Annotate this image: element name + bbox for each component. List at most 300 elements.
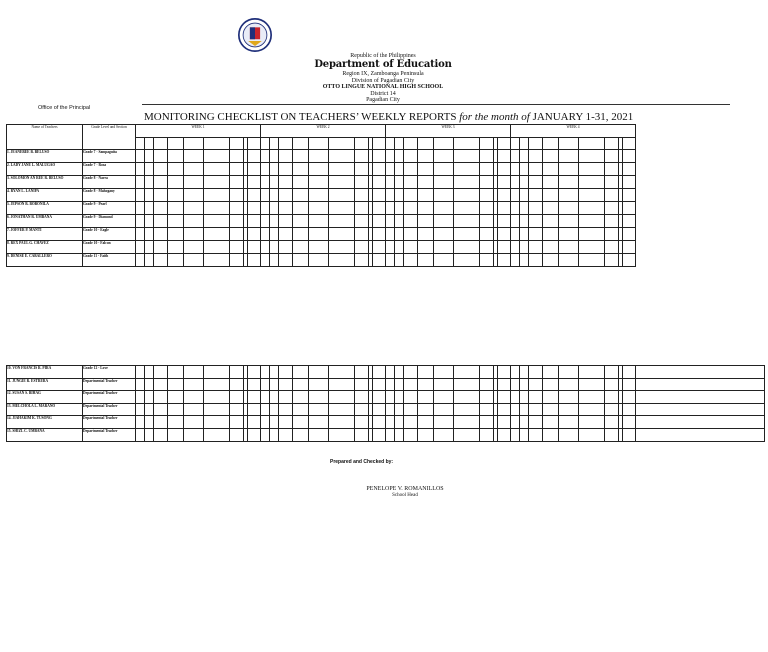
checklist-cell[interactable] bbox=[230, 176, 244, 189]
checklist-cell[interactable] bbox=[623, 189, 636, 202]
checklist-cell[interactable] bbox=[454, 241, 480, 254]
checklist-cell[interactable] bbox=[395, 391, 404, 404]
checklist-cell[interactable] bbox=[329, 189, 355, 202]
checklist-cell[interactable] bbox=[145, 241, 154, 254]
checklist-cell[interactable] bbox=[511, 391, 520, 404]
checklist-cell[interactable] bbox=[418, 378, 434, 391]
checklist-cell[interactable] bbox=[154, 254, 168, 267]
checklist-cell[interactable] bbox=[434, 150, 454, 163]
checklist-cell[interactable] bbox=[434, 176, 454, 189]
checklist-cell[interactable] bbox=[529, 403, 543, 416]
checklist-cell[interactable] bbox=[373, 416, 386, 429]
checklist-cell[interactable] bbox=[579, 254, 605, 267]
checklist-cell[interactable] bbox=[329, 403, 355, 416]
checklist-cell[interactable] bbox=[136, 403, 145, 416]
checklist-cell[interactable] bbox=[434, 189, 454, 202]
checklist-cell[interactable] bbox=[261, 428, 270, 441]
checklist-cell[interactable] bbox=[511, 254, 520, 267]
checklist-cell[interactable] bbox=[355, 163, 369, 176]
checklist-cell[interactable] bbox=[154, 416, 168, 429]
checklist-cell[interactable] bbox=[373, 241, 386, 254]
checklist-cell[interactable] bbox=[543, 228, 559, 241]
checklist-cell[interactable] bbox=[270, 241, 279, 254]
checklist-cell[interactable] bbox=[480, 378, 494, 391]
checklist-cell[interactable] bbox=[543, 416, 559, 429]
checklist-cell[interactable] bbox=[168, 428, 184, 441]
checklist-cell[interactable] bbox=[480, 241, 494, 254]
checklist-cell[interactable] bbox=[355, 215, 369, 228]
checklist-cell[interactable] bbox=[623, 150, 636, 163]
checklist-cell[interactable] bbox=[529, 202, 543, 215]
checklist-cell[interactable] bbox=[168, 403, 184, 416]
checklist-cell[interactable] bbox=[498, 176, 511, 189]
checklist-cell[interactable] bbox=[454, 366, 480, 379]
checklist-cell[interactable] bbox=[579, 150, 605, 163]
checklist-cell[interactable] bbox=[279, 176, 293, 189]
checklist-cell[interactable] bbox=[204, 202, 230, 215]
checklist-cell[interactable] bbox=[579, 189, 605, 202]
checklist-cell[interactable] bbox=[145, 428, 154, 441]
checklist-cell[interactable] bbox=[270, 189, 279, 202]
checklist-cell[interactable] bbox=[373, 150, 386, 163]
checklist-cell[interactable] bbox=[386, 403, 395, 416]
checklist-cell[interactable] bbox=[261, 241, 270, 254]
checklist-cell[interactable] bbox=[434, 241, 454, 254]
checklist-cell[interactable] bbox=[145, 378, 154, 391]
checklist-cell[interactable] bbox=[511, 215, 520, 228]
checklist-cell[interactable] bbox=[293, 176, 309, 189]
checklist-cell[interactable] bbox=[136, 391, 145, 404]
checklist-cell[interactable] bbox=[355, 189, 369, 202]
checklist-cell[interactable] bbox=[230, 189, 244, 202]
checklist-cell[interactable] bbox=[579, 428, 605, 441]
checklist-cell[interactable] bbox=[559, 254, 579, 267]
checklist-cell[interactable] bbox=[434, 215, 454, 228]
checklist-cell[interactable] bbox=[454, 254, 480, 267]
checklist-cell[interactable] bbox=[136, 416, 145, 429]
checklist-cell[interactable] bbox=[270, 391, 279, 404]
checklist-cell[interactable] bbox=[154, 241, 168, 254]
checklist-cell[interactable] bbox=[454, 428, 480, 441]
checklist-cell[interactable] bbox=[434, 428, 454, 441]
checklist-cell[interactable] bbox=[168, 416, 184, 429]
checklist-cell[interactable] bbox=[373, 428, 386, 441]
checklist-cell[interactable] bbox=[520, 150, 529, 163]
checklist-cell[interactable] bbox=[559, 202, 579, 215]
checklist-cell[interactable] bbox=[386, 378, 395, 391]
checklist-cell[interactable] bbox=[309, 428, 329, 441]
checklist-cell[interactable] bbox=[373, 176, 386, 189]
checklist-cell[interactable] bbox=[605, 254, 619, 267]
checklist-cell[interactable] bbox=[279, 403, 293, 416]
checklist-cell[interactable] bbox=[386, 202, 395, 215]
checklist-cell[interactable] bbox=[230, 150, 244, 163]
checklist-cell[interactable] bbox=[605, 241, 619, 254]
checklist-cell[interactable] bbox=[605, 428, 619, 441]
checklist-cell[interactable] bbox=[261, 254, 270, 267]
checklist-cell[interactable] bbox=[418, 416, 434, 429]
checklist-cell[interactable] bbox=[168, 202, 184, 215]
checklist-cell[interactable] bbox=[154, 163, 168, 176]
checklist-cell[interactable] bbox=[145, 228, 154, 241]
checklist-cell[interactable] bbox=[404, 366, 418, 379]
checklist-cell[interactable] bbox=[520, 241, 529, 254]
checklist-cell[interactable] bbox=[204, 416, 230, 429]
checklist-cell[interactable] bbox=[480, 189, 494, 202]
checklist-cell[interactable] bbox=[204, 215, 230, 228]
checklist-cell[interactable] bbox=[395, 189, 404, 202]
checklist-cell[interactable] bbox=[293, 150, 309, 163]
checklist-cell[interactable] bbox=[136, 176, 145, 189]
checklist-cell[interactable] bbox=[559, 176, 579, 189]
checklist-cell[interactable] bbox=[309, 416, 329, 429]
checklist-cell[interactable] bbox=[404, 254, 418, 267]
checklist-cell[interactable] bbox=[154, 391, 168, 404]
checklist-cell[interactable] bbox=[136, 215, 145, 228]
checklist-cell[interactable] bbox=[395, 163, 404, 176]
checklist-cell[interactable] bbox=[543, 150, 559, 163]
checklist-cell[interactable] bbox=[623, 176, 636, 189]
checklist-cell[interactable] bbox=[559, 416, 579, 429]
checklist-cell[interactable] bbox=[136, 150, 145, 163]
checklist-cell[interactable] bbox=[386, 215, 395, 228]
checklist-cell[interactable] bbox=[386, 228, 395, 241]
checklist-cell[interactable] bbox=[329, 416, 355, 429]
checklist-cell[interactable] bbox=[498, 416, 511, 429]
checklist-cell[interactable] bbox=[309, 202, 329, 215]
checklist-cell[interactable] bbox=[136, 228, 145, 241]
checklist-cell[interactable] bbox=[248, 366, 261, 379]
checklist-cell[interactable] bbox=[404, 202, 418, 215]
checklist-cell[interactable] bbox=[434, 366, 454, 379]
checklist-cell[interactable] bbox=[529, 428, 543, 441]
checklist-cell[interactable] bbox=[529, 163, 543, 176]
checklist-cell[interactable] bbox=[579, 215, 605, 228]
checklist-cell[interactable] bbox=[230, 254, 244, 267]
checklist-cell[interactable] bbox=[623, 391, 636, 404]
checklist-cell[interactable] bbox=[168, 241, 184, 254]
checklist-cell[interactable] bbox=[329, 150, 355, 163]
checklist-cell[interactable] bbox=[579, 163, 605, 176]
checklist-cell[interactable] bbox=[605, 378, 619, 391]
checklist-cell[interactable] bbox=[529, 378, 543, 391]
checklist-cell[interactable] bbox=[355, 416, 369, 429]
checklist-cell[interactable] bbox=[559, 378, 579, 391]
checklist-cell[interactable] bbox=[309, 366, 329, 379]
checklist-cell[interactable] bbox=[395, 254, 404, 267]
checklist-cell[interactable] bbox=[154, 202, 168, 215]
checklist-cell[interactable] bbox=[520, 403, 529, 416]
checklist-cell[interactable] bbox=[184, 150, 204, 163]
checklist-cell[interactable] bbox=[498, 428, 511, 441]
checklist-cell[interactable] bbox=[559, 366, 579, 379]
checklist-cell[interactable] bbox=[293, 366, 309, 379]
checklist-cell[interactable] bbox=[145, 416, 154, 429]
checklist-cell[interactable] bbox=[636, 428, 765, 441]
checklist-cell[interactable] bbox=[434, 228, 454, 241]
checklist-cell[interactable] bbox=[184, 176, 204, 189]
checklist-cell[interactable] bbox=[373, 189, 386, 202]
checklist-cell[interactable] bbox=[261, 416, 270, 429]
checklist-cell[interactable] bbox=[498, 378, 511, 391]
checklist-cell[interactable] bbox=[543, 391, 559, 404]
checklist-cell[interactable] bbox=[395, 366, 404, 379]
checklist-cell[interactable] bbox=[395, 403, 404, 416]
checklist-cell[interactable] bbox=[230, 391, 244, 404]
checklist-cell[interactable] bbox=[136, 241, 145, 254]
checklist-cell[interactable] bbox=[329, 163, 355, 176]
checklist-cell[interactable] bbox=[418, 202, 434, 215]
checklist-cell[interactable] bbox=[373, 366, 386, 379]
checklist-cell[interactable] bbox=[355, 176, 369, 189]
checklist-cell[interactable] bbox=[154, 428, 168, 441]
checklist-cell[interactable] bbox=[480, 428, 494, 441]
checklist-cell[interactable] bbox=[355, 391, 369, 404]
checklist-cell[interactable] bbox=[395, 215, 404, 228]
checklist-cell[interactable] bbox=[454, 391, 480, 404]
checklist-cell[interactable] bbox=[623, 202, 636, 215]
checklist-cell[interactable] bbox=[145, 202, 154, 215]
checklist-cell[interactable] bbox=[623, 403, 636, 416]
checklist-cell[interactable] bbox=[154, 150, 168, 163]
checklist-cell[interactable] bbox=[559, 403, 579, 416]
checklist-cell[interactable] bbox=[355, 403, 369, 416]
checklist-cell[interactable] bbox=[559, 215, 579, 228]
checklist-cell[interactable] bbox=[480, 202, 494, 215]
checklist-cell[interactable] bbox=[498, 366, 511, 379]
checklist-cell[interactable] bbox=[230, 403, 244, 416]
checklist-cell[interactable] bbox=[293, 391, 309, 404]
checklist-cell[interactable] bbox=[623, 228, 636, 241]
checklist-cell[interactable] bbox=[230, 215, 244, 228]
checklist-cell[interactable] bbox=[579, 241, 605, 254]
checklist-cell[interactable] bbox=[511, 163, 520, 176]
checklist-cell[interactable] bbox=[248, 254, 261, 267]
checklist-cell[interactable] bbox=[404, 189, 418, 202]
checklist-cell[interactable] bbox=[623, 254, 636, 267]
checklist-cell[interactable] bbox=[543, 366, 559, 379]
checklist-cell[interactable] bbox=[309, 378, 329, 391]
checklist-cell[interactable] bbox=[404, 150, 418, 163]
checklist-cell[interactable] bbox=[293, 163, 309, 176]
checklist-cell[interactable] bbox=[154, 215, 168, 228]
checklist-cell[interactable] bbox=[261, 366, 270, 379]
checklist-cell[interactable] bbox=[498, 202, 511, 215]
checklist-cell[interactable] bbox=[520, 228, 529, 241]
checklist-cell[interactable] bbox=[168, 215, 184, 228]
checklist-cell[interactable] bbox=[329, 391, 355, 404]
checklist-cell[interactable] bbox=[511, 378, 520, 391]
checklist-cell[interactable] bbox=[145, 150, 154, 163]
checklist-cell[interactable] bbox=[454, 202, 480, 215]
checklist-cell[interactable] bbox=[386, 189, 395, 202]
checklist-cell[interactable] bbox=[404, 403, 418, 416]
checklist-cell[interactable] bbox=[636, 403, 765, 416]
checklist-cell[interactable] bbox=[270, 378, 279, 391]
checklist-cell[interactable] bbox=[636, 416, 765, 429]
checklist-cell[interactable] bbox=[605, 403, 619, 416]
checklist-cell[interactable] bbox=[418, 163, 434, 176]
checklist-cell[interactable] bbox=[623, 378, 636, 391]
checklist-cell[interactable] bbox=[168, 176, 184, 189]
checklist-cell[interactable] bbox=[395, 428, 404, 441]
checklist-cell[interactable] bbox=[204, 403, 230, 416]
checklist-cell[interactable] bbox=[480, 366, 494, 379]
checklist-cell[interactable] bbox=[418, 228, 434, 241]
checklist-cell[interactable] bbox=[605, 215, 619, 228]
checklist-cell[interactable] bbox=[520, 189, 529, 202]
checklist-cell[interactable] bbox=[293, 416, 309, 429]
checklist-cell[interactable] bbox=[136, 189, 145, 202]
checklist-cell[interactable] bbox=[329, 366, 355, 379]
checklist-cell[interactable] bbox=[498, 215, 511, 228]
checklist-cell[interactable] bbox=[230, 366, 244, 379]
checklist-cell[interactable] bbox=[520, 176, 529, 189]
checklist-cell[interactable] bbox=[605, 150, 619, 163]
checklist-cell[interactable] bbox=[395, 378, 404, 391]
checklist-cell[interactable] bbox=[543, 215, 559, 228]
checklist-cell[interactable] bbox=[480, 403, 494, 416]
checklist-cell[interactable] bbox=[395, 416, 404, 429]
checklist-cell[interactable] bbox=[511, 416, 520, 429]
checklist-cell[interactable] bbox=[279, 366, 293, 379]
checklist-cell[interactable] bbox=[623, 215, 636, 228]
checklist-cell[interactable] bbox=[454, 378, 480, 391]
checklist-cell[interactable] bbox=[136, 428, 145, 441]
checklist-cell[interactable] bbox=[511, 366, 520, 379]
checklist-cell[interactable] bbox=[498, 241, 511, 254]
checklist-cell[interactable] bbox=[579, 228, 605, 241]
checklist-cell[interactable] bbox=[184, 416, 204, 429]
checklist-cell[interactable] bbox=[248, 241, 261, 254]
checklist-cell[interactable] bbox=[248, 176, 261, 189]
checklist-cell[interactable] bbox=[184, 403, 204, 416]
checklist-cell[interactable] bbox=[136, 254, 145, 267]
checklist-cell[interactable] bbox=[520, 163, 529, 176]
checklist-cell[interactable] bbox=[204, 150, 230, 163]
checklist-cell[interactable] bbox=[261, 163, 270, 176]
checklist-cell[interactable] bbox=[184, 254, 204, 267]
checklist-cell[interactable] bbox=[154, 378, 168, 391]
checklist-cell[interactable] bbox=[248, 228, 261, 241]
checklist-cell[interactable] bbox=[511, 150, 520, 163]
checklist-cell[interactable] bbox=[329, 241, 355, 254]
checklist-cell[interactable] bbox=[395, 176, 404, 189]
checklist-cell[interactable] bbox=[355, 254, 369, 267]
checklist-cell[interactable] bbox=[386, 391, 395, 404]
checklist-cell[interactable] bbox=[145, 391, 154, 404]
checklist-cell[interactable] bbox=[261, 378, 270, 391]
checklist-cell[interactable] bbox=[270, 150, 279, 163]
checklist-cell[interactable] bbox=[404, 428, 418, 441]
checklist-cell[interactable] bbox=[559, 241, 579, 254]
checklist-cell[interactable] bbox=[154, 189, 168, 202]
checklist-cell[interactable] bbox=[559, 391, 579, 404]
checklist-cell[interactable] bbox=[543, 403, 559, 416]
checklist-cell[interactable] bbox=[511, 241, 520, 254]
checklist-cell[interactable] bbox=[605, 202, 619, 215]
checklist-cell[interactable] bbox=[454, 416, 480, 429]
checklist-cell[interactable] bbox=[270, 428, 279, 441]
checklist-cell[interactable] bbox=[279, 228, 293, 241]
checklist-cell[interactable] bbox=[480, 254, 494, 267]
checklist-cell[interactable] bbox=[404, 241, 418, 254]
checklist-cell[interactable] bbox=[248, 163, 261, 176]
checklist-cell[interactable] bbox=[279, 150, 293, 163]
checklist-cell[interactable] bbox=[204, 391, 230, 404]
checklist-cell[interactable] bbox=[145, 215, 154, 228]
checklist-cell[interactable] bbox=[529, 254, 543, 267]
checklist-cell[interactable] bbox=[270, 176, 279, 189]
checklist-cell[interactable] bbox=[279, 202, 293, 215]
checklist-cell[interactable] bbox=[204, 228, 230, 241]
checklist-cell[interactable] bbox=[623, 366, 636, 379]
checklist-cell[interactable] bbox=[309, 176, 329, 189]
checklist-cell[interactable] bbox=[145, 176, 154, 189]
checklist-cell[interactable] bbox=[520, 416, 529, 429]
checklist-cell[interactable] bbox=[270, 202, 279, 215]
checklist-cell[interactable] bbox=[386, 416, 395, 429]
checklist-cell[interactable] bbox=[261, 202, 270, 215]
checklist-cell[interactable] bbox=[329, 228, 355, 241]
checklist-cell[interactable] bbox=[355, 366, 369, 379]
checklist-cell[interactable] bbox=[386, 366, 395, 379]
checklist-cell[interactable] bbox=[395, 241, 404, 254]
checklist-cell[interactable] bbox=[248, 378, 261, 391]
checklist-cell[interactable] bbox=[309, 241, 329, 254]
checklist-cell[interactable] bbox=[579, 391, 605, 404]
checklist-cell[interactable] bbox=[543, 176, 559, 189]
checklist-cell[interactable] bbox=[309, 391, 329, 404]
checklist-cell[interactable] bbox=[386, 176, 395, 189]
checklist-cell[interactable] bbox=[270, 403, 279, 416]
checklist-cell[interactable] bbox=[204, 378, 230, 391]
checklist-cell[interactable] bbox=[248, 215, 261, 228]
checklist-cell[interactable] bbox=[270, 366, 279, 379]
checklist-cell[interactable] bbox=[136, 202, 145, 215]
checklist-cell[interactable] bbox=[154, 228, 168, 241]
checklist-cell[interactable] bbox=[184, 228, 204, 241]
checklist-cell[interactable] bbox=[386, 428, 395, 441]
checklist-cell[interactable] bbox=[168, 391, 184, 404]
checklist-cell[interactable] bbox=[623, 241, 636, 254]
checklist-cell[interactable] bbox=[434, 403, 454, 416]
checklist-cell[interactable] bbox=[404, 163, 418, 176]
checklist-cell[interactable] bbox=[418, 391, 434, 404]
checklist-cell[interactable] bbox=[168, 378, 184, 391]
checklist-cell[interactable] bbox=[520, 391, 529, 404]
checklist-cell[interactable] bbox=[184, 366, 204, 379]
checklist-cell[interactable] bbox=[480, 391, 494, 404]
checklist-cell[interactable] bbox=[559, 189, 579, 202]
checklist-cell[interactable] bbox=[605, 189, 619, 202]
checklist-cell[interactable] bbox=[309, 189, 329, 202]
checklist-cell[interactable] bbox=[309, 403, 329, 416]
checklist-cell[interactable] bbox=[480, 416, 494, 429]
checklist-cell[interactable] bbox=[404, 378, 418, 391]
checklist-cell[interactable] bbox=[355, 228, 369, 241]
checklist-cell[interactable] bbox=[136, 378, 145, 391]
checklist-cell[interactable] bbox=[605, 176, 619, 189]
checklist-cell[interactable] bbox=[395, 202, 404, 215]
checklist-cell[interactable] bbox=[145, 189, 154, 202]
checklist-cell[interactable] bbox=[605, 416, 619, 429]
checklist-cell[interactable] bbox=[434, 254, 454, 267]
checklist-cell[interactable] bbox=[543, 254, 559, 267]
checklist-cell[interactable] bbox=[373, 202, 386, 215]
checklist-cell[interactable] bbox=[248, 428, 261, 441]
checklist-cell[interactable] bbox=[355, 202, 369, 215]
